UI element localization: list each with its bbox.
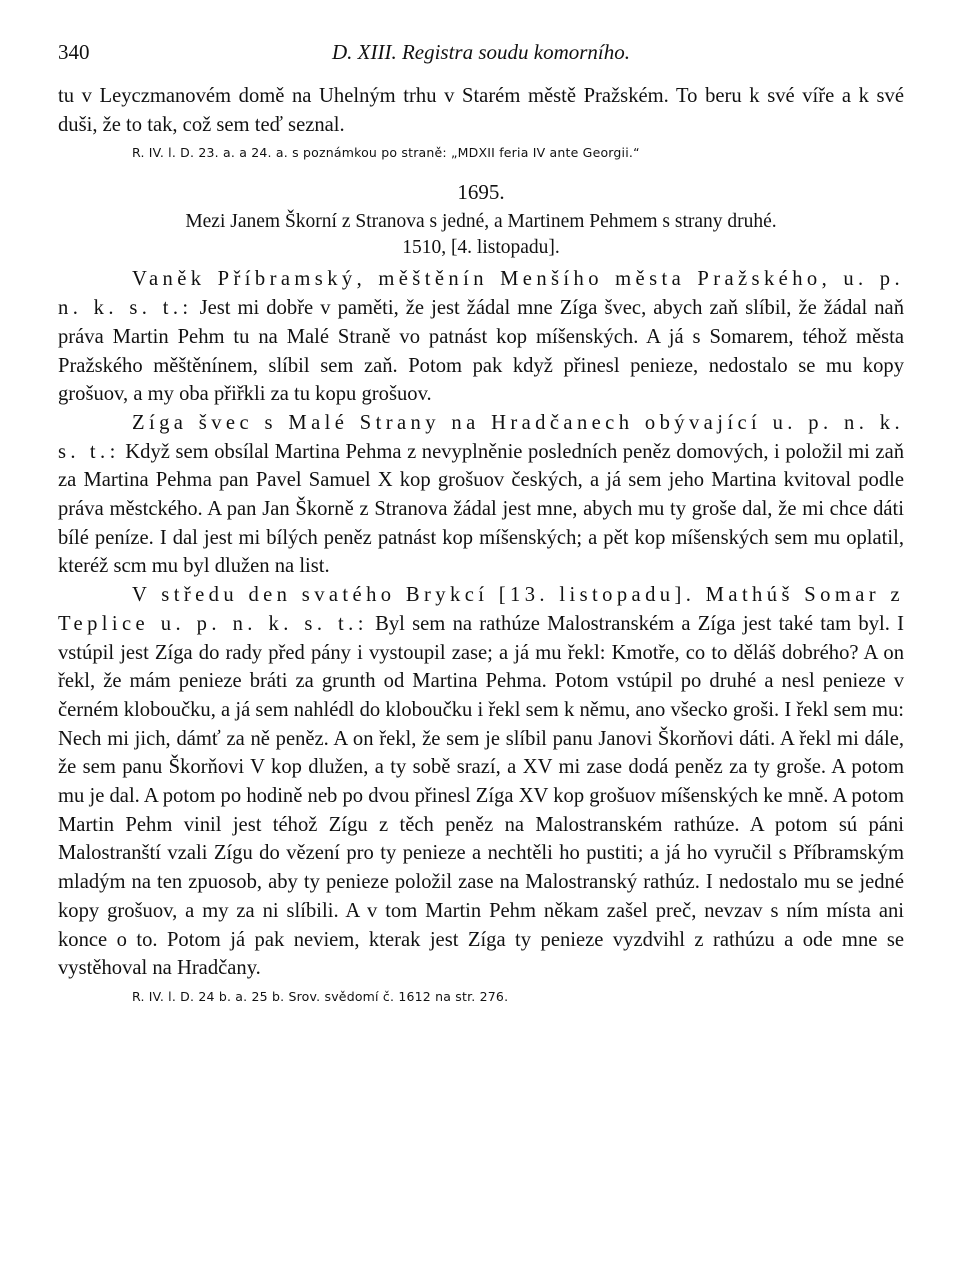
testimony-speaker: Vaněk Příbramský, měštěnín Menšího města Pražského, u. p. n. k. s. t.: (58, 268, 904, 320)
page-header (58, 40, 904, 82)
testimony-text: Jest mi dobře v paměti, že jest žádal mne Zíga švec, abych zaň slíbil, že žádal naň práva Martin Pehm tu na Malé Straně vo patnást kop míšenských. A já s Somarem, téhož města Pražského měštěnínem, slíbil sem zaň. Potom pak když přinesl penieze, nedostalo se mu kopy grošuov, a my oba přiřkli za tu kopu grošuov. (58, 297, 904, 406)
page-body (58, 82, 904, 1011)
entry-parties: Mezi Janem Škorní z Stranova s jedné, a Martinem Pehmem s strany druhé. (185, 211, 777, 233)
previous-entry-reference: R. IV. l. D. 23. a. a 24. a. s poznámkou po straně: „MDXII feria IV ante Georgii.“ (132, 145, 640, 161)
entry-reference: R. IV. l. D. 24 b. a. 25 b. Srov. svědomí č. 1612 na str. 276. (132, 988, 509, 1004)
testimony-speaker: Zíga švec s Malé Strany na Hradčanech obývající u. p. n. k. s. t.: (58, 411, 904, 463)
testimony-text: Když sem obsílal Martina Pehma z nevyplněnie posledních peněz domových, i položil mi zaň za Martina Pehma pan Pavel Samuel X kop grošuov českých, a já sem jeho Martina kvitoval podle práva městckého. A pan Jan Škorně z Stranova žádal jest mne, abych mu ty groše dal, že mi chce dáti bílé peníze. I dal jest mi bílých peněz patnást kop míšenských; a pět kop míšenských sem mu oplatil, kteréž scm mu byl dlužen na list. (58, 440, 904, 578)
testimony-paragraph (58, 409, 904, 581)
previous-entry-text: tu v Leyczmanovém domě na Uhelným trhu v Starém městě Pražském. To beru k své víře a k své duši, že to tak, což sem teď seznal. (58, 85, 904, 136)
running-title: D. XIII. Registra soudu komorního. (331, 40, 631, 64)
testimony-paragraph (58, 581, 904, 983)
entry-number: 1695. (457, 180, 505, 205)
page (58, 40, 904, 1011)
entry-date: 1510, [4. listopadu]. (402, 237, 560, 259)
testimony-paragraph (58, 265, 904, 409)
testimony-text: Byl sem na rathúze Malostranském a Zíga jest také tam byl. I vstúpil jest Zíga do rady před pány i vystoupil zase; a já mu řekl: Kmotře, co to děláš dobrého? A on řekl, že mám penieze bráti za grunth od Martina Pehma. Potom vstúpil po druhé a nesl penieze v černém kloboučku, a já sem nahlédl do kloboučku i řekl sem k němu, ano všecko groši. I řekl sem mu: Nech mi jich, dámť za ně peněz. A on řekl, že sem je slíbil panu Janovi Škorňovi dáti. A řekl mi dále, že sem panu Škorňovi V kop dlužen, a ty sobě srazí, a XV mi zase dodá peněz za ty groše. A potom mu je dal. A potom po hodině neb po dvou přinesl Zíga XV kop grošuov míšenských ke mně. A potom Martin Pehm vinil jest téhož Zígu z těch peněz na Malostranském rathúze. A potom sú páni Malostranští vzali Zígu do vězení pro ty penieze a nechtěli ho pustiti; a já ho vyručil s Příbramským mladým na ten zpuosob, aby ty penieze položil zase na Malostranský rathúz. I nedostalo mu se jedné kopy grošuov, a my za ni slíbili. A v tom Martin Pehm někam zašel preč, nevzav s ním místa ani konce o to. Potom já pak neviem, kterak jest Zíga ty penieze vyzdvihl z rathúzu a ode mne se vystěhoval na Hradčany. (58, 612, 904, 980)
page-number: 340 (58, 40, 90, 64)
testimony-speaker: V středu den svatého Brykcí [13. listopadu]. Mathúš Somar z Teplice u. p. n. k. s. t.: (58, 584, 904, 635)
